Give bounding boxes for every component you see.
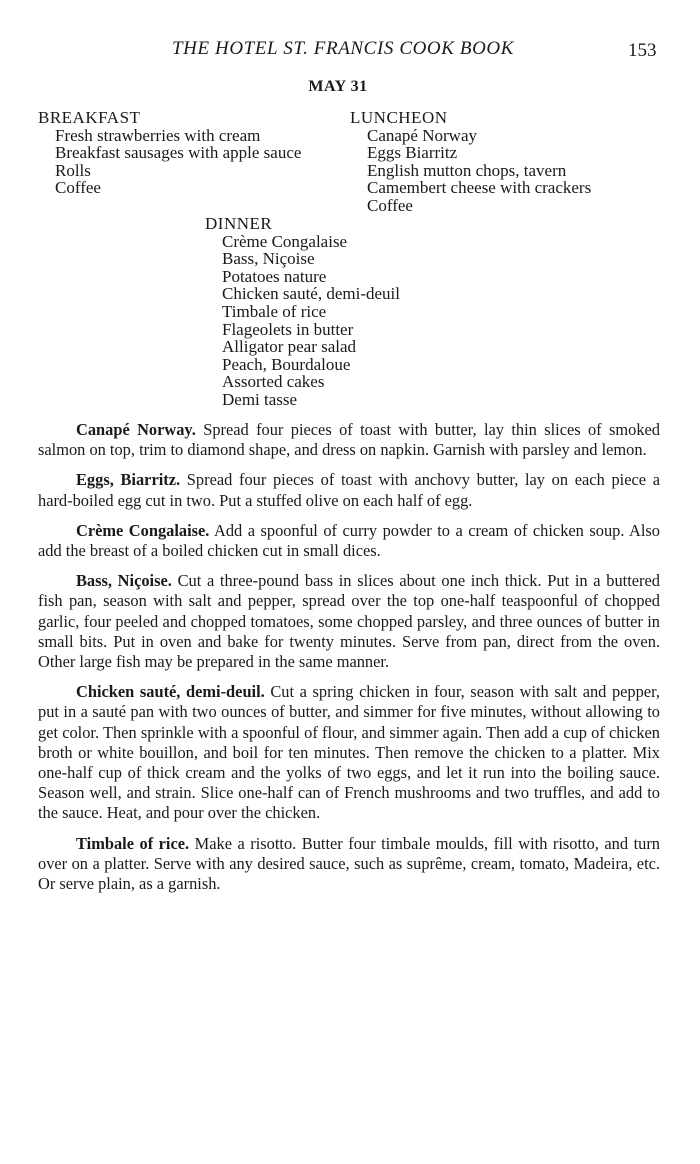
recipe-canape-norway (38, 420, 660, 460)
recipe-text: Cut a spring chicken in four, season with salt and pepper, put in a sauté pan with two ounces of butter, and simmer for five minutes, without allowing to get color. Then sprinkle with a spoonful of flour, and simmer again. Then add a cup of chicken broth or white bouillon, and boil for ten minutes. Then remove the chicken to a platter. Mix one-half cup of thick cream and the yolks of two eggs, and let it run into the boiling sauce. Season well, and strain. Slice one-half can of French mushrooms and two truffles, and add to the sauce. Heat, and pour over the chicken. (38, 682, 660, 823)
menu-item: Rolls (55, 160, 91, 180)
recipe-timbale-of-rice (38, 834, 660, 895)
menu-item: Camembert cheese with crackers (367, 178, 592, 198)
menu-item: Potatoes nature (222, 266, 327, 286)
recipe-text: Cut a three-pound bass in slices about one inch thick. Put in a buttered fish pan, season with salt and pepper, spread over the top one-half teaspoonful of chopped garlic, four peeled and chopped tomatoes, some chopped parsley, and three ounces of butter in small bits. Put in oven and bake for twenty minutes. Serve from pan, direct from the oven. Other large fish may be prepared in the same manner. (38, 571, 660, 672)
menu-item: Crème Congalaise (222, 231, 348, 251)
menu-item: Alligator pear salad (222, 337, 357, 357)
recipe-bass-nicoise (38, 571, 660, 672)
menu-item: Eggs Biarritz (367, 143, 458, 163)
recipe-title: Chicken sauté, demi-deuil. (76, 682, 265, 702)
menu-item: Timbale of rice (222, 301, 327, 321)
menu-item: Chicken sauté, demi-deuil (222, 284, 400, 304)
menu-item: Coffee (367, 195, 413, 215)
recipe-title: Timbale of rice. (76, 833, 190, 853)
recipe-eggs-biarritz (38, 470, 660, 510)
date-heading: MAY 31 (308, 78, 368, 95)
recipe-title: Crème Congalaise. (76, 520, 210, 540)
luncheon-menu (350, 109, 591, 215)
running-head (0, 38, 700, 64)
menu-item: Breakfast sausages with apple sauce (55, 143, 302, 163)
recipe-text: Add a spoonful of curry powder to a cream of chicken soup. Also add the breast of a boiled chicken cut in small dices. (38, 520, 660, 561)
recipe-title: Bass, Niçoise. (76, 571, 172, 591)
breakfast-heading: BREAKFAST (38, 108, 141, 127)
recipe-text: Spread four pieces of toast with butter, lay thin slices of smoked salmon on top, trim to diamond shape, and dress on napkin. Garnish with parsley and lemon. (38, 420, 660, 460)
dinner-menu (205, 215, 400, 409)
recipes-section (38, 420, 660, 904)
recipe-text: Spread four pieces of toast with anchovy butter, lay on each piece a hard-boiled egg cut in two. Put a stuffed olive on each half of egg. (38, 470, 660, 510)
luncheon-heading: LUNCHEON (350, 108, 448, 127)
recipe-chicken-saute (38, 682, 660, 823)
menu-item: Demi tasse (222, 389, 298, 409)
menu-item: Bass, Niçoise (222, 249, 315, 269)
page-number: 153 (628, 40, 657, 61)
book-title: THE HOTEL ST. FRANCIS COOK BOOK (172, 38, 514, 59)
menu-item: Peach, Bourdaloue (222, 354, 351, 374)
breakfast-menu (38, 109, 301, 197)
menu-item: Assorted cakes (222, 372, 325, 392)
menu-item: Canapé Norway (367, 125, 477, 145)
menu-item: Coffee (55, 178, 101, 198)
recipe-title: Canapé Norway. (76, 420, 196, 439)
recipe-creme-congalaise (38, 521, 660, 561)
recipe-text: Make a risotto. Butter four timbale moulds, fill with risotto, and turn over on a platter. Serve with any desired sauce, such as suprême, cream, tomato, Madeira, etc. Or serve plain, as a garnish. (38, 833, 660, 894)
menu-item: Flageolets in butter (222, 319, 354, 339)
menu-item: English mutton chops, tavern (367, 160, 567, 180)
dinner-heading: DINNER (205, 214, 273, 233)
menu-item: Fresh strawberries with cream (55, 125, 261, 145)
recipe-title: Eggs, Biarritz. (76, 470, 181, 490)
